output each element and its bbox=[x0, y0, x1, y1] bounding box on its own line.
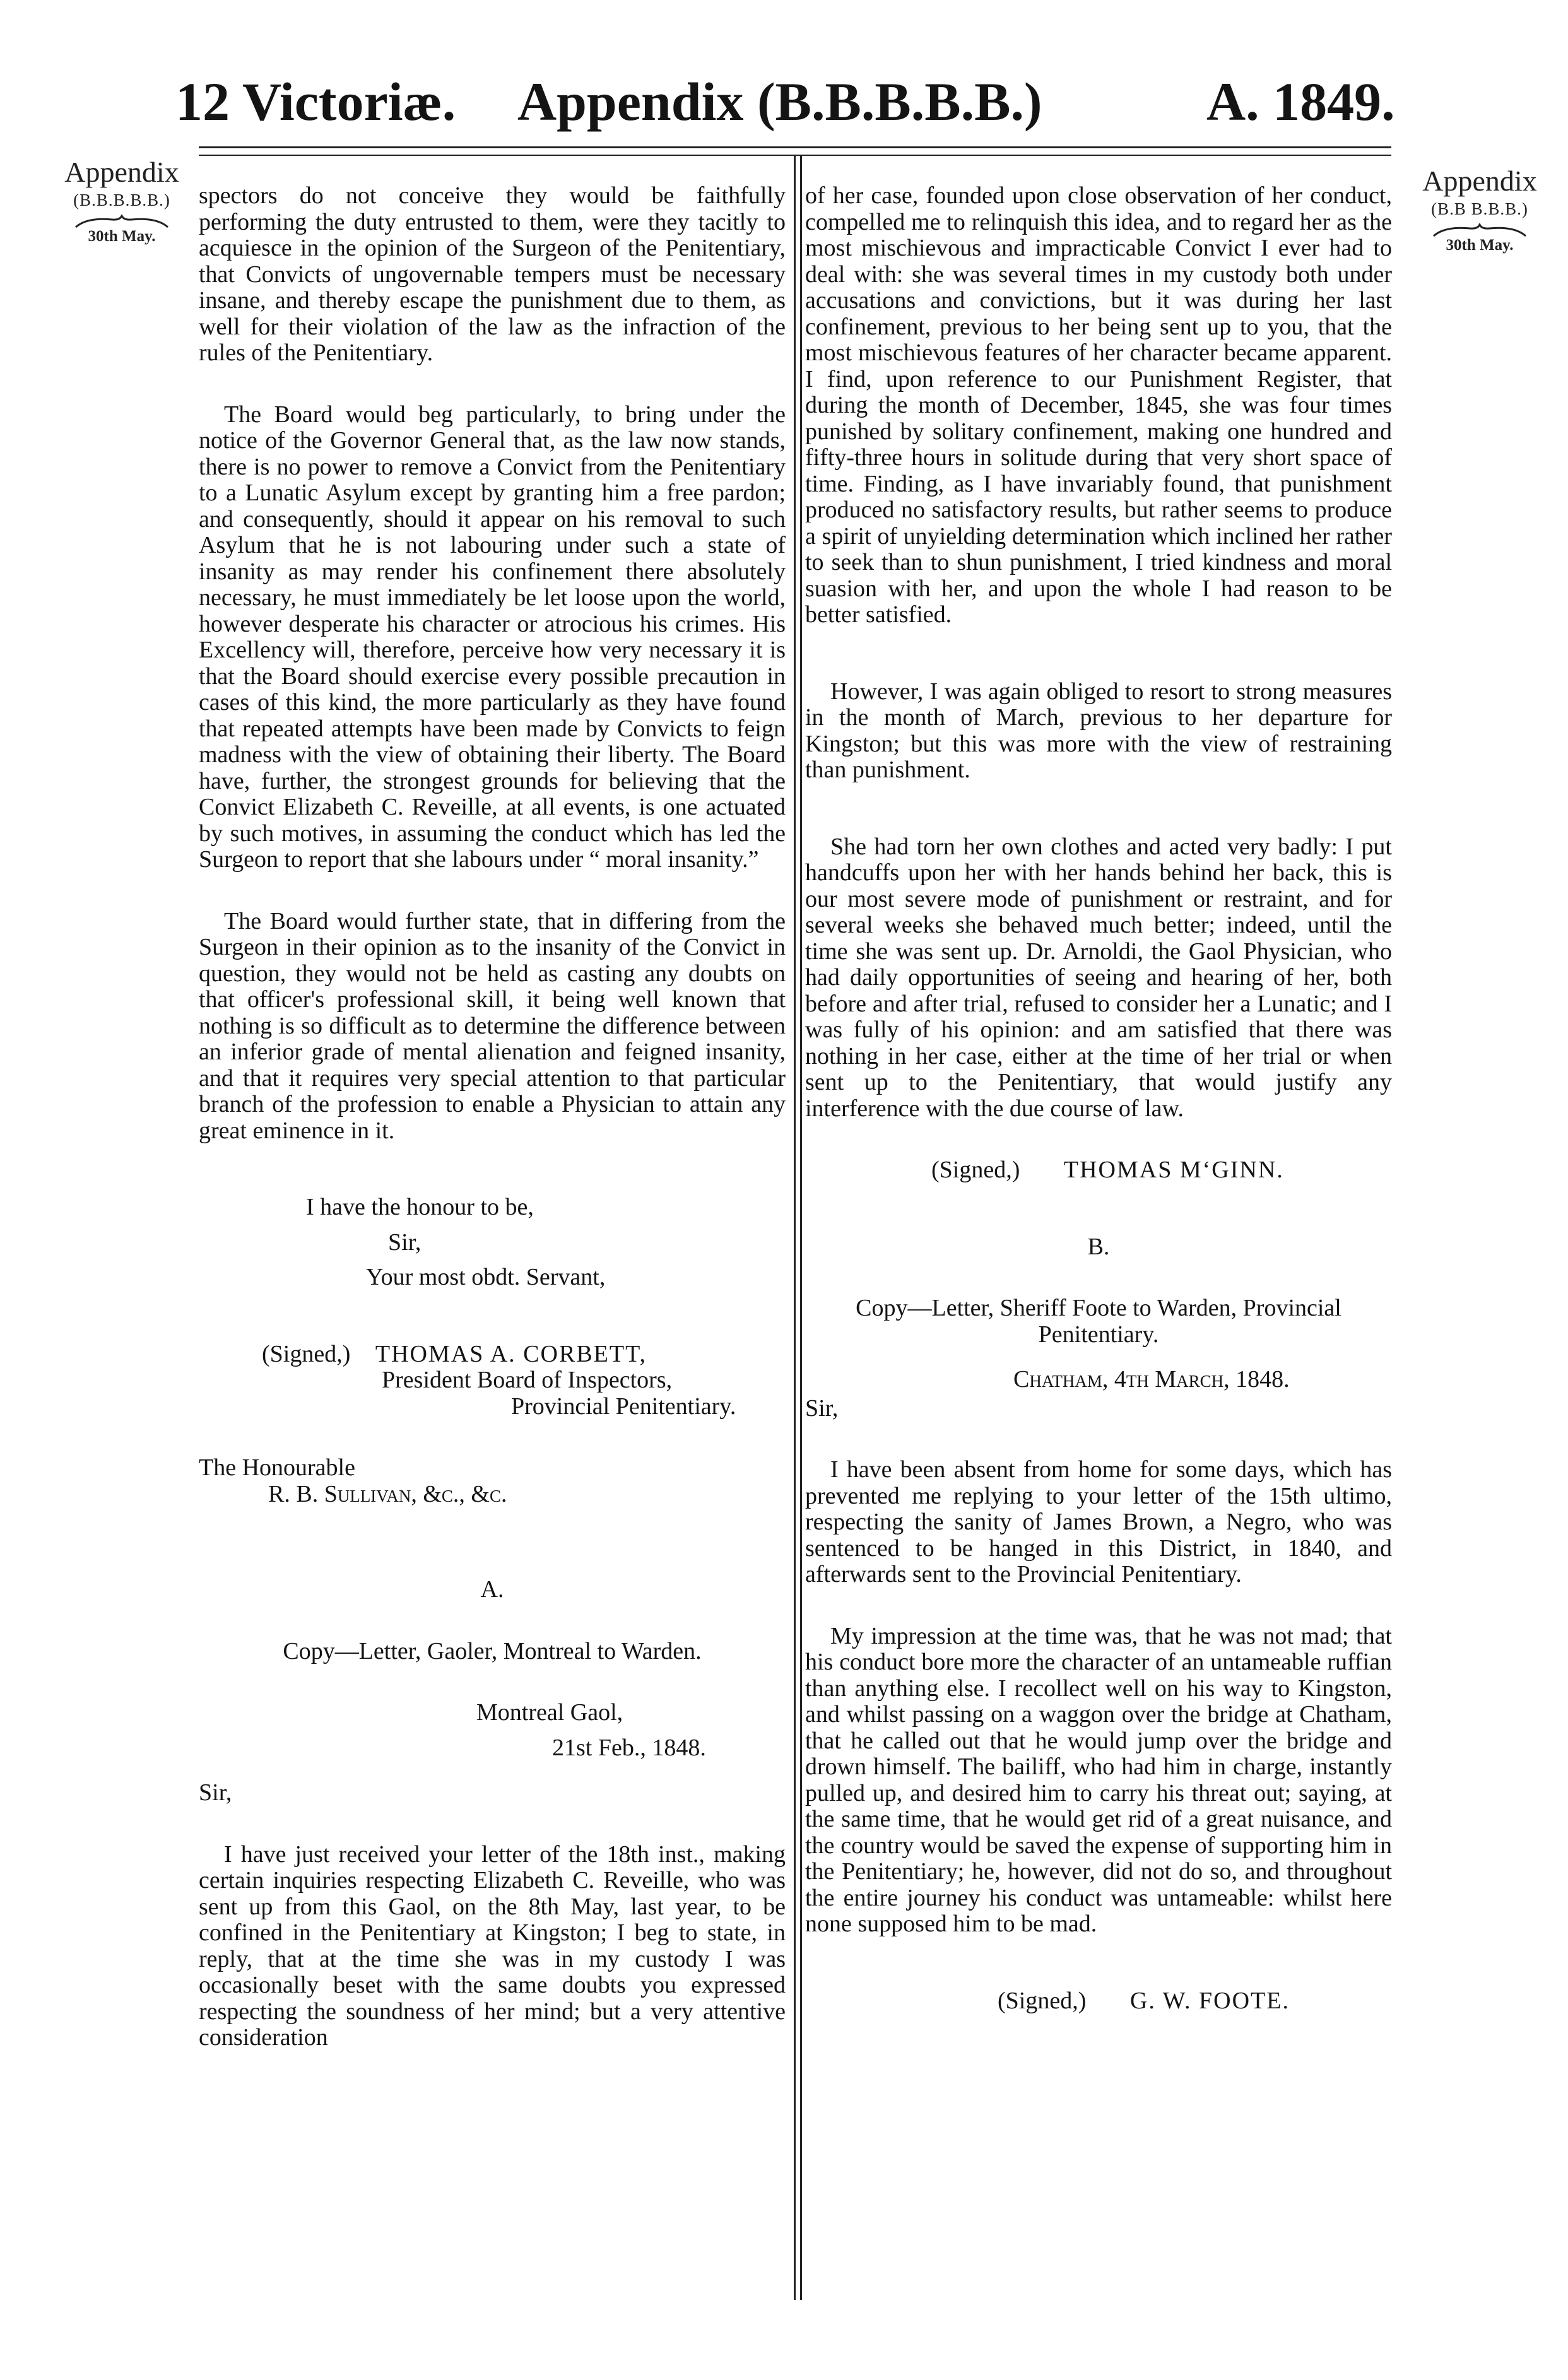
left-column bbox=[199, 183, 786, 2051]
letter-place: Montreal Gaol, bbox=[476, 1699, 623, 1726]
margin-note-title: Appendix bbox=[1422, 165, 1537, 197]
signer-name: G. W. FOOTE. bbox=[1129, 1987, 1290, 2014]
salutation: Sir, bbox=[805, 1394, 839, 1422]
signature-line bbox=[805, 1157, 1392, 1184]
signature-line bbox=[199, 1341, 786, 1368]
signed-label: (Signed,) bbox=[262, 1340, 351, 1367]
paragraph: of her case, founded upon close observation of her conduct, compelled me to relinquish this idea, and to regard her as the most mischievous and impracticable Convict I ever had to deal with: she was several times in my custody both under accusations and convictions, but it was during her last confinement, previous to her being sent up to you, that the most mischievous features of her character became apparent. I find, upon reference to our Punishment Register, that during the month of December, 1845, she was four times punished by solitary confinement, making one hundred and fifty-three hours in solitude during that very short space of time. Finding, as I have invariably found, that punishment produced no satisfactory results, but rather seems to produce a spirit of unyielding determination which inclined her rather to seek than to shun punishment, I tried kindness and moral suasion with her, and upon the whole I had reason to be better satisfied. bbox=[805, 182, 1392, 628]
margin-note-left bbox=[49, 156, 194, 245]
signer-name: THOMAS A. CORBETT, bbox=[375, 1340, 647, 1367]
signer-title: Provincial Penitentiary. bbox=[511, 1393, 736, 1420]
addressee: The Honourable bbox=[199, 1454, 355, 1481]
closing-line: Your most obdt. Servant, bbox=[366, 1264, 606, 1290]
paragraph: She had torn her own clothes and acted very badly: I put handcuffs upon her with her hands behind her back, this is our most severe mode of punishment or restraint, and for several weeks she behaved much better; indeed, until the time she was sent up. Dr. Arnoldi, the Gaol Physician, who had daily opportunities of seeing and hearing of her, both before and after trial, refused to consider her a Lunatic; and I was fully of his opinion: and am satisfied that there was nothing in her case, either at the time of her trial or when sent up to the Penitentiary, that would justify any interference with the due course of law. bbox=[805, 833, 1392, 1122]
signature-line bbox=[805, 1988, 1392, 2015]
section-heading: A. bbox=[480, 1576, 504, 1603]
paragraph: I have just received your letter of the 18th inst., making certain inquiries respecting Elizabeth C. Reveille, who was sent up from this Gaol, on the 8th May, last year, to be confined in the Penitentiary at Kingston; I beg to state, in reply, that at the time she was in my custody I was occasionally beset with the same doubts you expressed respecting the soundness of her mind; but a very attentive consideration bbox=[199, 1841, 786, 2051]
paragraph: spectors do not conceive they would be faithfully performing the duty entrusted to them, were they tacitly to acquiesce in the opinion of the Surgeon of the Penitentiary, that Convicts of ungovernable tempers must be necessary insane, and thereby escape the punishment due to them, as well for their violation of the law as the infraction of the rules of the Penitentiary. bbox=[199, 182, 786, 366]
header-rule bbox=[199, 146, 1391, 148]
paragraph: The Board would beg particularly, to bring under the notice of the Governor General that, as the law now stands, there is no power to remove a Convict from the Penitentiary to a Lunatic Asylum except by granting him a free pardon; and consequently, should it appear on his removal to such Asylum that he is not labouring under such a state of insanity as may render his confinement there absolutely necessary, he must immediately be let loose upon the world, however desperate his character or atrocious his crimes. His Excellency will, therefore, perceive how very necessary it is that the Board should exercise every possible precaution in cases of this kind, the more particularly as they have found that repeated attempts have been made by Convicts to feign madness with the view of obtaining their liberty. The Board have, further, the strongest grounds for believing that the Convict Elizabeth C. Reveille, at all events, is one actuated by such motives, in assuming the conduct which has led the Surgeon to report that she labours under “ moral insanity.” bbox=[199, 401, 786, 873]
margin-note-subtitle: (B.B B.B.B.) bbox=[1431, 199, 1528, 218]
letter-date: 21st Feb., 1848. bbox=[552, 1734, 706, 1761]
paragraph: The Board would further state, that in differing from the Surgeon in their opinion as to the insanity of the Convict in question, they would not be held as casting any doubts on that officer's professional skill, it being well known that nothing is so difficult as to determine the difference between an inferior grade of mental alienation and feigned insanity, and that it requires very special attention to that particular branch of the profession to enable a Physician to attain any great eminence in it. bbox=[199, 907, 786, 1144]
paragraph: I have been absent from home for some days, which has prevented me replying to your letter of the 15th ultimo, respecting the sanity of James Brown, a Negro, who was sentenced to be hanged in this District, in 1840, and afterwards sent to the Provincial Penitentiary. bbox=[805, 1456, 1392, 1588]
margin-note-right bbox=[1402, 165, 1557, 254]
signed-label: (Signed,) bbox=[998, 1987, 1087, 2014]
section-heading: B. bbox=[1087, 1233, 1110, 1260]
column-divider bbox=[794, 155, 796, 2300]
closing-line: I have the honour to be, bbox=[306, 1194, 534, 1220]
signer-name: THOMAS M‘GINN. bbox=[1063, 1157, 1284, 1183]
salutation: Sir, bbox=[199, 1779, 232, 1806]
header-year: A. 1849. bbox=[1206, 71, 1395, 132]
brace-ornament-icon bbox=[1432, 223, 1527, 237]
margin-note-date: 30th May. bbox=[88, 228, 156, 245]
copy-title: Copy—Letter, Sheriff Foote to Warden, Provincial Penitentiary. bbox=[856, 1295, 1341, 1348]
copy-title: Copy—Letter, Gaoler, Montreal to Warden. bbox=[283, 1637, 702, 1664]
header-session: 12 Victoriæ. bbox=[175, 71, 456, 132]
signed-label: (Signed,) bbox=[931, 1157, 1020, 1183]
header-appendix-title: Appendix (B.B.B.B.B.) bbox=[517, 71, 1042, 132]
margin-note-title: Appendix bbox=[64, 156, 179, 188]
margin-note-subtitle: (B.B.B.B.B.) bbox=[73, 191, 170, 209]
paragraph: However, I was again obliged to resort to strong measures in the month of March, previous to her departure for Kingston; but this was more with the view of restraining than punishment. bbox=[805, 678, 1392, 783]
signer-title: President Board of Inspectors, bbox=[382, 1367, 673, 1393]
addressee: R. B. Sullivan, &c., &c. bbox=[268, 1480, 507, 1507]
paragraph: My impression at the time was, that he was not mad; that his conduct bore more the character of an untameable ruffian than anything else. I recollect well on his way to Kingston, and whilst passing on a waggon over the bridge at Chatham, that he called out that he would jump over the bridge and drown himself. The bailiff, who had him in charge, instantly pulled up, and desired him to carry his threat out; saying, at the same time, that he would get rid of a great nuisance, and the country would be saved the expense of supporting him in the Penitentiary; he, however, did not do so, and throughout the entire journey his conduct was untameable: whilst here none supposed him to be mad. bbox=[805, 1622, 1392, 1937]
column-divider-secondary bbox=[800, 155, 802, 2300]
closing-line: Sir, bbox=[388, 1228, 421, 1256]
brace-ornament-icon bbox=[74, 215, 169, 228]
right-column bbox=[805, 183, 1392, 2014]
letter-place-date: Chatham, 4th March, 1848. bbox=[1013, 1366, 1290, 1393]
margin-note-date: 30th May. bbox=[1446, 237, 1514, 254]
